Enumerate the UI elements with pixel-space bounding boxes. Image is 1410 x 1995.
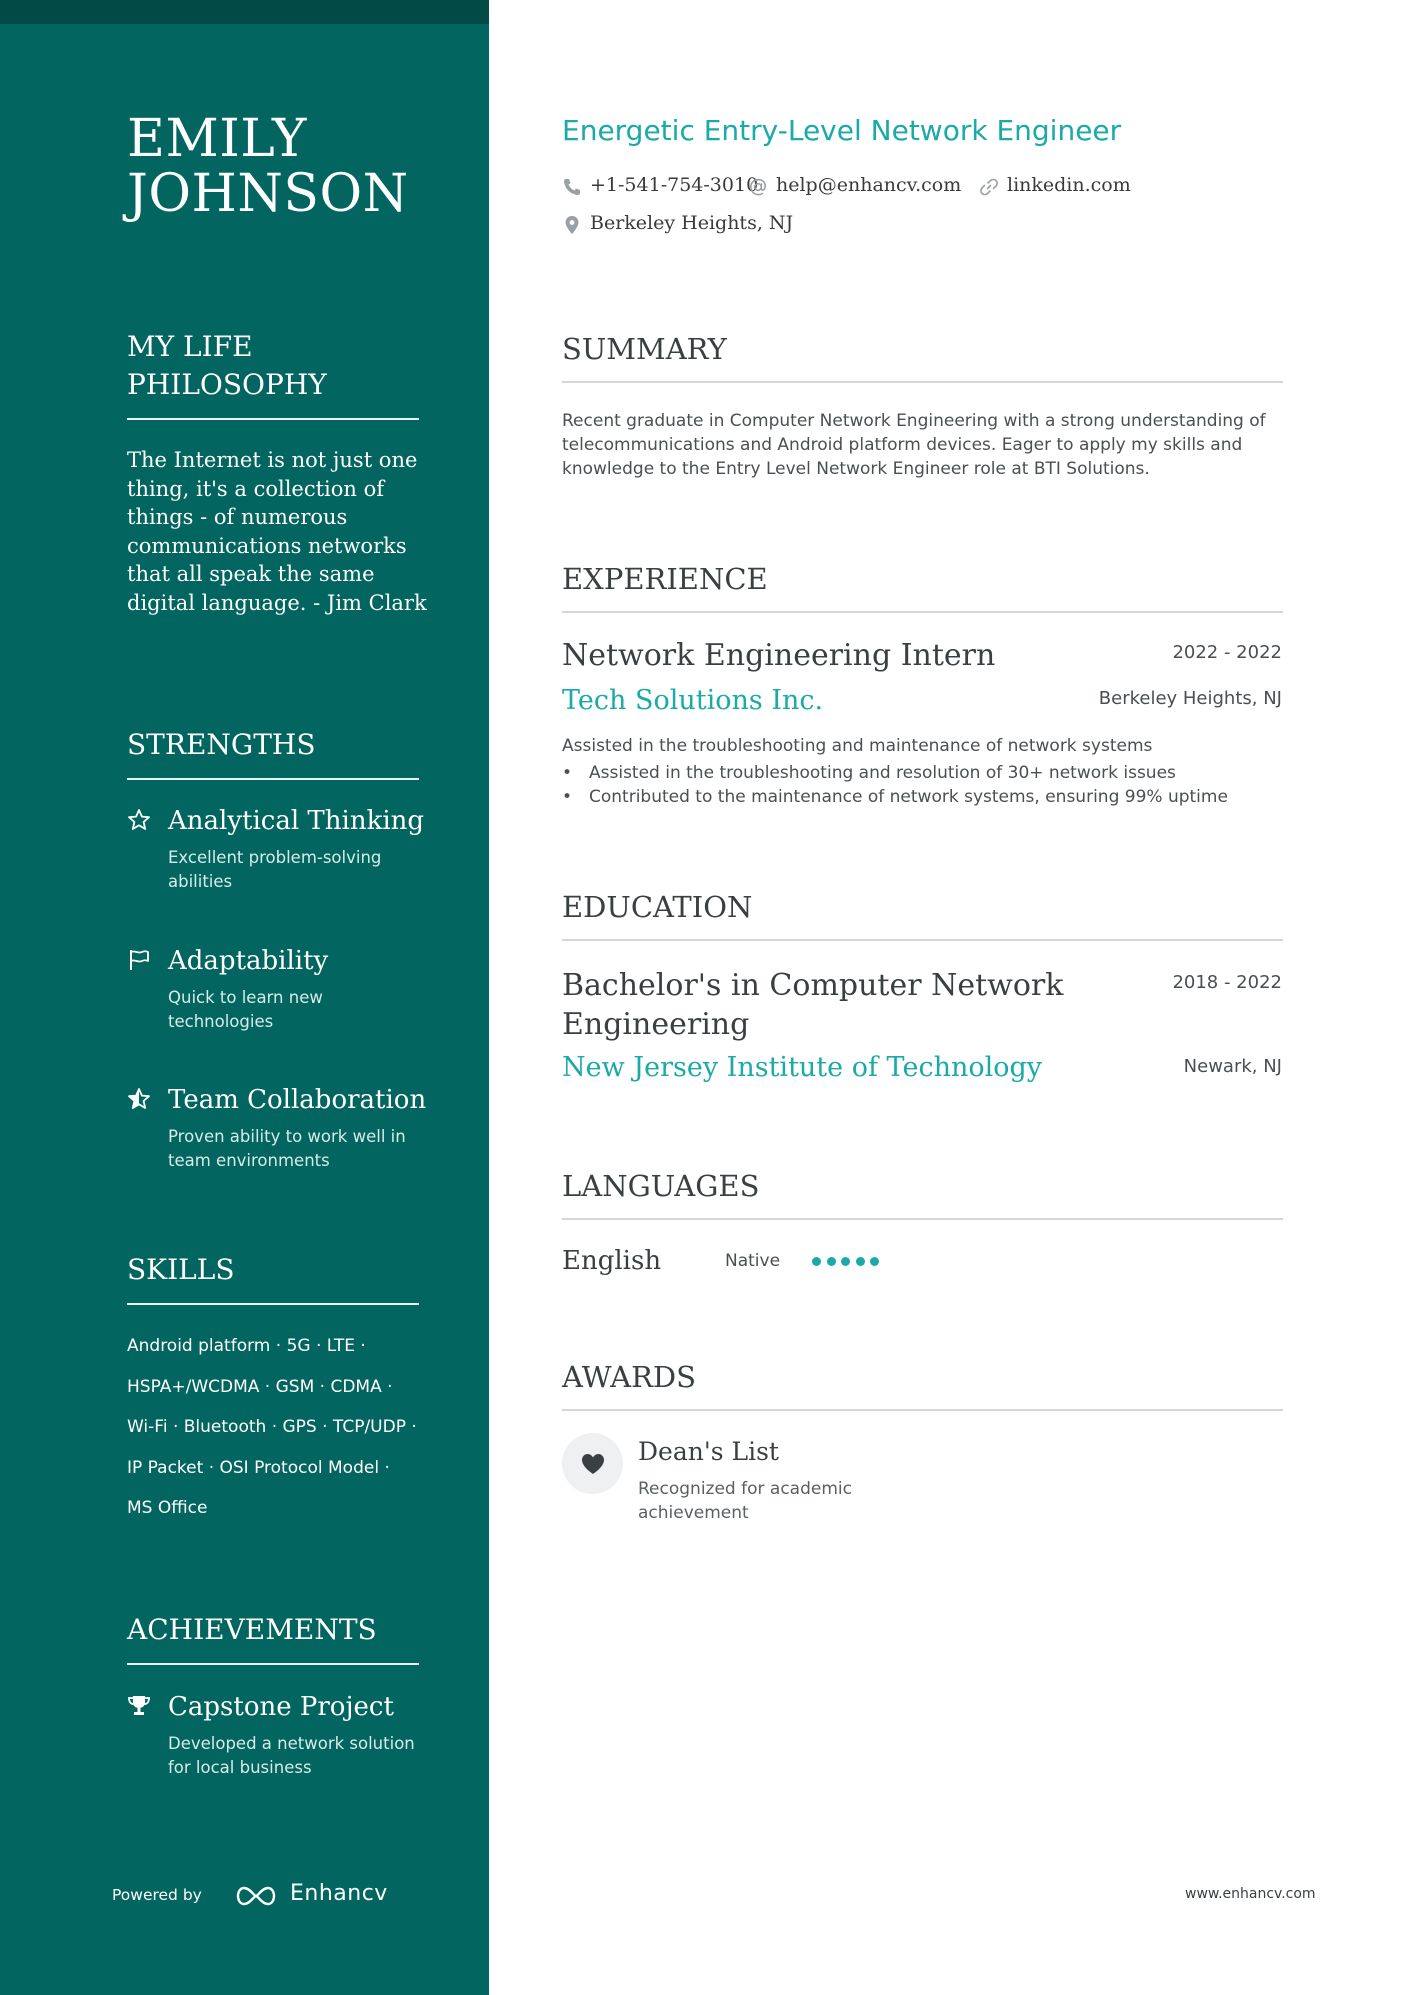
education-heading: EDUCATION (562, 888, 1283, 941)
location-text: Berkeley Heights, NJ (590, 212, 794, 234)
achievement-desc: Developed a network solution for local business (168, 1734, 415, 1777)
award-title: Dean's List (638, 1437, 779, 1466)
phone-icon (562, 177, 582, 197)
skills-line: MS Office (127, 1498, 208, 1518)
strength-desc: Excellent problem-solving abilities (168, 848, 382, 891)
job-description: Assisted in the troubleshooting and maintenance of network systems (562, 736, 1153, 756)
location-pin-icon (562, 215, 582, 235)
name-last: JOHNSON (127, 164, 409, 224)
company-name: Tech Solutions Inc. (562, 685, 824, 716)
skills-heading: SKILLS (127, 1251, 419, 1305)
job-dates: 2022 - 2022 (1172, 642, 1282, 663)
at-icon (748, 177, 768, 197)
link-icon (979, 177, 999, 197)
skills-line: IP Packet · OSI Protocol Model · (127, 1457, 390, 1478)
award-icon-circle (562, 1433, 623, 1494)
degree-title (562, 966, 1063, 1044)
skills-line: Android platform · 5G · LTE · (127, 1336, 366, 1356)
education-location: Newark, NJ (1183, 1056, 1282, 1077)
star-half-icon (127, 1087, 151, 1111)
enhancv-logo-icon (232, 1884, 280, 1908)
strength-title: Adaptability (168, 946, 329, 976)
award-desc: Recognized for academic achievement (638, 1479, 852, 1523)
phone-text[interactable]: +1-541-754-3010 (590, 174, 759, 196)
job-title: Network Engineering Intern (562, 638, 996, 673)
job-bullets (562, 761, 1282, 809)
enhancv-brand[interactable]: Enhancv (290, 1881, 388, 1906)
job-bullet: • Contributed to the maintenance of network systems, ensuring 99% uptime (562, 785, 1282, 809)
rating-dot (827, 1257, 836, 1266)
achievement-title: Capstone Project (168, 1692, 394, 1722)
achievements-heading: ACHIEVEMENTS (127, 1611, 419, 1665)
philosophy-quote: The Internet is not just one thing, it's a collection of things - of numerous communications networks that all speak the same digital language. - Jim Clark (127, 448, 427, 615)
rating-dot (841, 1257, 850, 1266)
language-name: English (562, 1246, 662, 1276)
job-bullet: • Assisted in the troubleshooting and resolution of 30+ network issues (562, 761, 1282, 785)
languages-heading: LANGUAGES (562, 1167, 1283, 1220)
strength-desc: Proven ability to work well in team environments (168, 1127, 406, 1170)
job-location: Berkeley Heights, NJ (1098, 688, 1282, 709)
rating-dot (812, 1257, 821, 1266)
star-outline-icon (127, 808, 151, 832)
headline: Energetic Entry-Level Network Engineer (562, 114, 1122, 147)
sidebar-top-bar (0, 0, 489, 24)
footer-url[interactable]: www.enhancv.com (1185, 1886, 1316, 1902)
strength-desc: Quick to learn new technologies (168, 988, 323, 1031)
flag-icon (127, 948, 151, 972)
strength-title: Analytical Thinking (168, 806, 425, 836)
language-level: Native (725, 1251, 781, 1271)
trophy-icon (127, 1694, 151, 1718)
skills-line: Wi-Fi · Bluetooth · GPS · TCP/UDP · (127, 1417, 417, 1437)
website-text[interactable]: linkedin.com (1007, 174, 1131, 196)
degree-line2: Engineering (562, 1007, 750, 1042)
school-name: New Jersey Institute of Technology (562, 1052, 1043, 1083)
rating-dot (870, 1257, 879, 1266)
experience-heading: EXPERIENCE (562, 560, 1283, 613)
education-dates: 2018 - 2022 (1172, 972, 1282, 993)
summary-heading: SUMMARY (562, 330, 1283, 383)
email-text[interactable]: help@enhancv.com (776, 174, 962, 196)
summary-text: Recent graduate in Computer Network Engineering with a strong understanding of telecommunications and Android platform devices. Eager to apply my skills and knowledge to the Entry Level Network Engineer role at BTI Solutions. (562, 411, 1266, 479)
skills-list (127, 1326, 427, 1529)
degree-line1: Bachelor's in Computer Network (562, 968, 1064, 1003)
awards-heading: AWARDS (562, 1358, 1283, 1411)
person-name (127, 109, 467, 224)
powered-by (112, 1880, 412, 1910)
philosophy-heading-line1: MY LIFE (127, 330, 253, 363)
rating-dot (856, 1257, 865, 1266)
powered-by-label: Powered by (112, 1886, 202, 1904)
sidebar (0, 0, 489, 1995)
name-first: EMILY (127, 109, 307, 169)
heart-icon (581, 1453, 605, 1475)
philosophy-heading (127, 328, 419, 420)
strengths-heading: STRENGTHS (127, 726, 419, 780)
strength-title: Team Collaboration (168, 1085, 427, 1115)
skills-line: HSPA+/WCDMA · GSM · CDMA · (127, 1376, 393, 1397)
philosophy-heading-line2: PHILOSOPHY (127, 368, 327, 401)
